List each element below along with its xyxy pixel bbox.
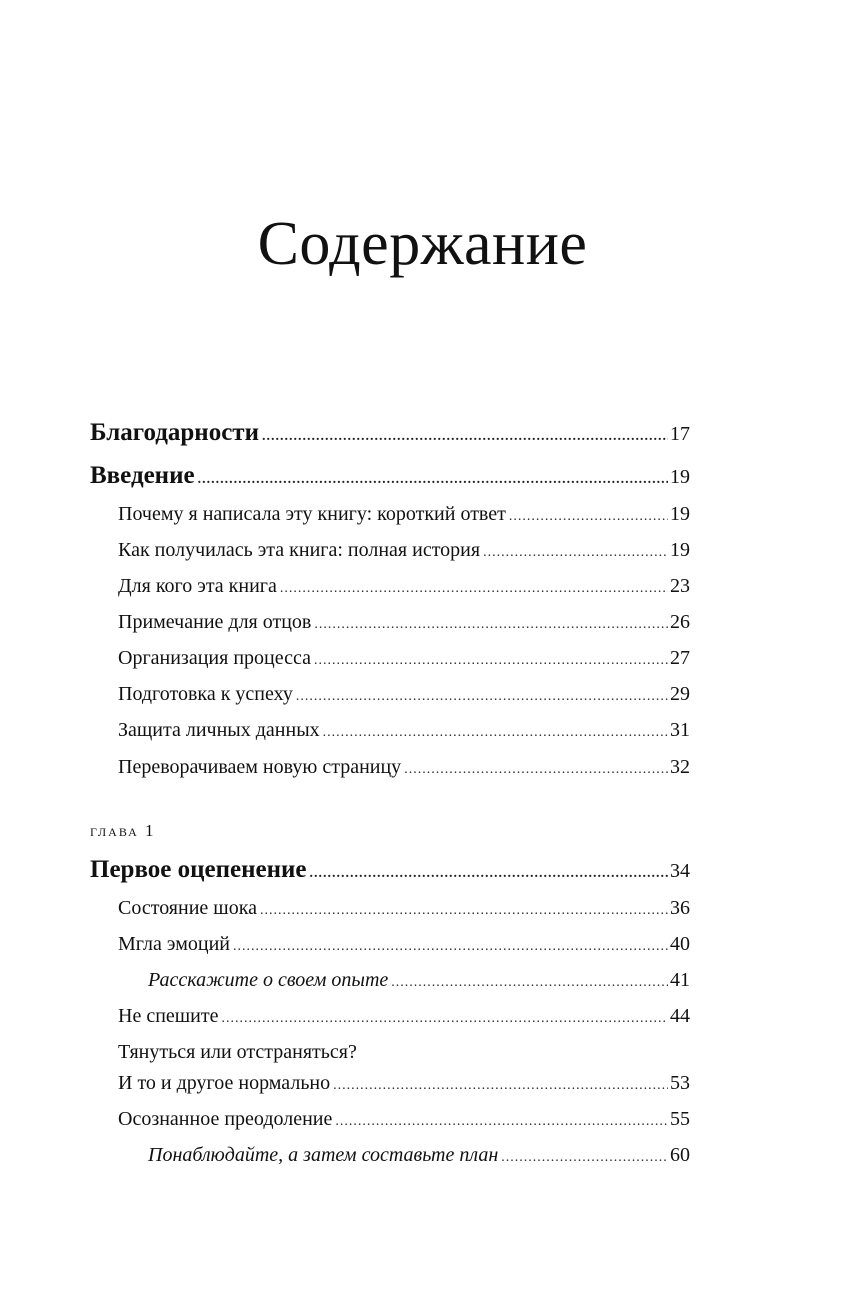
page-title: Содержание [257,210,588,278]
toc-entry-label: Первое оцепенение [90,856,307,883]
toc-entry-label: Защита личных данных [118,719,320,741]
toc-entry-acknowledgements[interactable] [90,419,690,447]
toc-page-number: 44 [670,1005,690,1027]
toc-page-number: 60 [670,1144,690,1166]
toc-entry-label: Подготовка к успеху [118,683,293,705]
toc-entry-label: Почему я написала эту книгу: короткий ответ [118,503,506,525]
toc-entry-introduction[interactable] [90,462,690,490]
toc-page-number: 36 [670,897,690,919]
toc-page-number: 55 [670,1108,690,1130]
toc-entry[interactable] [118,647,690,670]
dot-leader [335,1114,668,1130]
toc-page-number: 32 [670,756,690,778]
toc-page-number: 27 [670,647,690,669]
dot-leader [280,581,668,597]
toc-entry-label: Переворачиваем новую страницу [118,756,402,778]
toc-page-number: 53 [670,1072,690,1094]
toc-entry[interactable] [118,539,690,562]
toc-entry-label: Мгла эмоций [118,933,231,955]
dot-leader [333,1078,668,1094]
toc-entry-label: Понаблюдайте, а затем составьте план [148,1144,499,1166]
dot-leader [198,472,668,488]
toc-page-number: 17 [670,423,690,445]
toc-entry-label: Примечание для отцов [118,611,312,633]
dot-leader [310,866,668,882]
dot-leader [233,939,668,955]
dot-leader [323,725,668,741]
toc-entry[interactable] [118,503,690,526]
dot-leader [509,509,668,525]
toc-page-number: 26 [670,611,690,633]
toc-page-number: 19 [670,539,690,561]
dot-leader [314,617,668,633]
toc-entry[interactable] [118,933,690,956]
toc-entry-label: Введение [90,462,195,489]
toc-entry-label: Не спешите [118,1005,219,1027]
dot-leader [483,545,668,561]
toc-page-number: 19 [670,466,690,488]
dot-leader [262,429,668,445]
toc-entry-label: Расскажите о своем опыте [148,969,389,991]
toc-entry-exercise[interactable] [148,1144,690,1167]
toc-page-number: 40 [670,933,690,955]
chapter-label: глава 1 [90,821,156,840]
toc-entry[interactable] [118,1108,690,1131]
toc-page-number: 23 [670,575,690,597]
toc-entry[interactable] [118,575,690,598]
toc-entry[interactable] [118,1072,690,1095]
toc-entry-label: Организация процесса [118,647,311,669]
dot-leader [296,689,668,705]
toc-page-number: 41 [670,969,690,991]
dot-leader [501,1150,668,1166]
toc-page-number: 34 [670,860,690,882]
toc-entry-line[interactable]: Тянуться или отстраняться? [118,1041,357,1063]
toc-entry-label: Как получилась эта книга: полная история [118,539,481,561]
toc-entry-chapter-title[interactable] [90,856,690,884]
toc-page-number: 19 [670,503,690,525]
toc-entry[interactable] [118,756,690,779]
dot-leader [314,653,668,669]
dot-leader [404,762,668,778]
dot-leader [222,1011,669,1027]
toc-entry[interactable] [118,611,690,634]
dot-leader [391,975,668,991]
toc-page-number: 31 [670,719,690,741]
toc-entry[interactable] [118,897,690,920]
toc-entry-label: Для кого эта книга [118,575,277,597]
dot-leader [260,903,668,919]
toc-entry[interactable] [118,719,690,742]
toc-entry-label: Осознанное преодоление [118,1108,333,1130]
toc-entry[interactable] [118,683,690,706]
toc-entry-label: Состояние шока [118,897,257,919]
toc-entry-label: Благодарности [90,419,259,446]
toc-entry[interactable] [118,1005,690,1028]
toc-entry-exercise[interactable] [148,969,690,992]
toc-entry-label: И то и другое нормально [118,1072,331,1094]
toc-page-number: 29 [670,683,690,705]
